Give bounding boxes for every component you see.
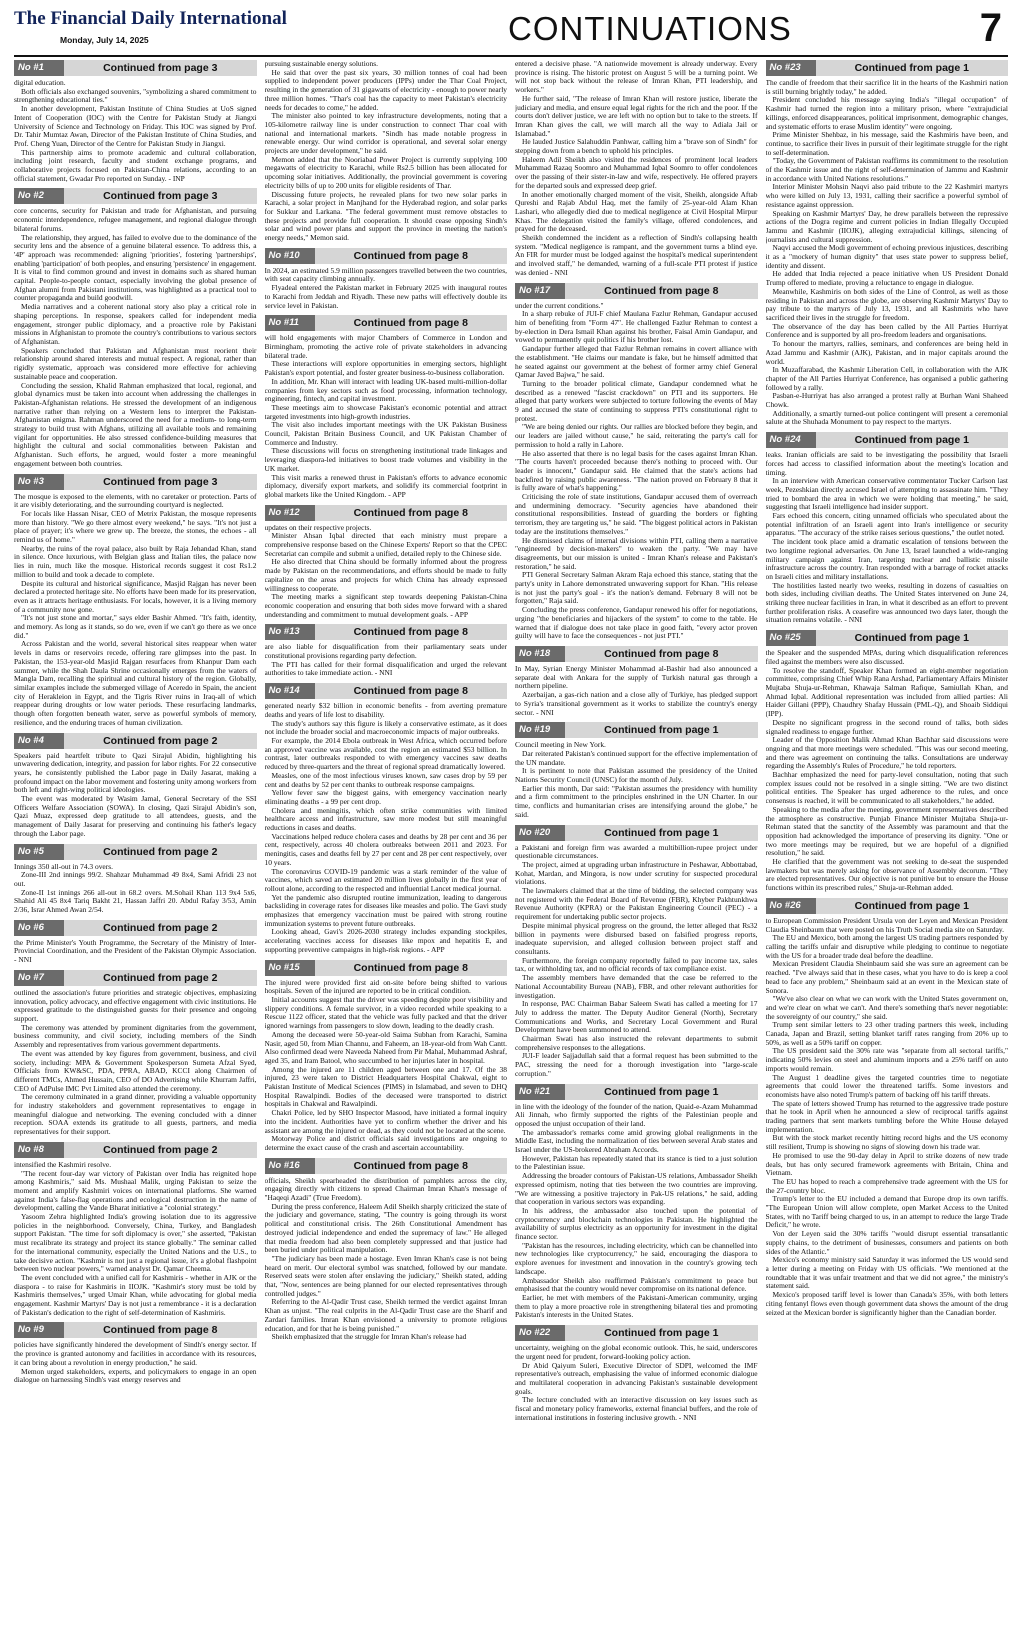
story-paragraph: Naqvi accused the Modi government of echoing previous injustices, describing it as a "mockery of human dignity" that uses state power to suppress belief, identity and dissent. [765, 243, 1008, 270]
story-paragraph: In another emotionally charged moment of the visit, Sheikh, alongside Aftab Qureshi and Rajab Abdul Haq, met the family of 25-year-old Alam Khan Lashari, who allegedly died due to medical negligence at Civil Hospital Mirpur Khas. The delegation visited the family's village, offered condolences, and prayed for the deceased. [515, 189, 758, 234]
continued-from-label: Continued from page 3 [103, 475, 218, 488]
story-paragraph: "We've also clear on what we can work with the United States government on, and we're clear on what we can't. And there's something that's never negotiable: the sovereignty of our country," she said. [765, 994, 1008, 1021]
story-paragraph: in line with the ideology of the founder of the nation, Quaid-e-Azam Muhammad Ali Jinnah, who firmly supported the rights of the Palestinian people and opposed the unjust occupation of their land. [515, 1101, 758, 1128]
story-paragraph: Memon urged stakeholders, experts, and policymakers to engage in an open dialogue on harnessing Sindh's vast energy reserves and [14, 1366, 257, 1385]
story-header [515, 1084, 758, 1100]
story-paragraph: He promised to use the 90-day delay in April to strike dozens of new trade deals, but has only secured framework agreements with Britain, China and Vietnam. [765, 1150, 1008, 1178]
story-paragraph: Looking ahead, Gavi's 2026-2030 strategy includes expanding stockpiles, accelerating vaccines access for diseases like mpox and hepatitis E, and supporting preventive campaigns in high-risk regions. - APP [264, 927, 507, 954]
story-paragraph: the Prime Minister's Youth Programme, the Secretary of the Ministry of Inter-Provincial Coordination, and the President of the Pakistan Olympic Association. - NNI [14, 937, 257, 965]
story-paragraph: generated nearly $32 billion in economic benefits - from averting premature deaths and years of life lost to disability. [264, 701, 507, 719]
story-paragraph: Concluding the session, Khalid Rahman emphasized that local, regional, and global dynamics must be taken into account when addressing the challenges in Pakistan-Afghanistan relations. He stressed the development of an indigenous narrative rather than relying on a Western lens to interpret the Pakistan-Afghanistan enigma. Rahman underscored the need for a medium- to long-term strategy to build trust with Afghans, utilizing all available tools and remaining vigilant for opportunities. He also stressed confidence-building measures that highlight the cultural and social commonalities between Pakistan and Afghanistan. Such efforts, he argued, would foster a more meaningful engagement between both countries. [14, 380, 257, 468]
story-paragraph: In May, Syrian Energy Minister Mohammad al-Bashir had also announced a separate deal with Ankara for the supply of Turkish natural gas through a northern pipeline. [515, 664, 758, 691]
story-paragraph: To honour the martyrs, rallies, seminars, and conferences are being held in Azad Jammu and Kashmir (AJK), Pakistan, and in major capitals around the world. [765, 339, 1008, 366]
story-number: No #20 [515, 825, 565, 841]
story-paragraph: Criticising the role of state institutions, Gandapur accused them of overreach and undermining democracy. "Security agencies have abandoned their constitutional responsibilities. Instead of guarding the borders or fighting terrorism, they are targeting us," he said. "The biggest political actors in Pakistan today are the institutions themselves." [515, 492, 758, 536]
story-paragraph: These interactions will explore opportunities in emerging sectors, highlight Pakistan's export potential, and foster greater business-to-business collaboration. [264, 359, 507, 378]
story-paragraph: Addressing the broader contours of Pakistan-US relations, Ambassador Sheikh expressed optimism, noting that ties between the two countries are improving. "We are witnessing a positive trajectory in Pak-US relations," he said, adding that cooperation in various sectors was expanding. [515, 1171, 758, 1207]
story-number: No #9 [14, 1322, 64, 1338]
story-paragraph: Bachhar emphasized the need for party-level consultation, noting that such complex issues could not be resolved in a single sitting. "We are two distinct political entities. The Speaker has urged adherence to the rules, and once consensus is reached, it will be communicated to all stakeholders," he added. [765, 770, 1008, 806]
continued-from-label: Continued from page 8 [353, 961, 468, 974]
story [766, 898, 1009, 1317]
story-paragraph: Sheikh emphasized that the struggle for Imran Khan's release had [271, 1332, 467, 1342]
story-number: No #17 [515, 283, 565, 299]
story-paragraph: Innings 350 all-out in 74.3 overs. [14, 861, 113, 871]
continued-from-label: Continued from page 8 [353, 249, 468, 262]
story-number: No #16 [265, 1158, 315, 1174]
story-paragraph: In an interview with American conservative commentator Tucker Carlson last week, Pezeshkian directly accused Israel of attempting to assassinate him. "They tried to bombard the area in which we were holding that meeting," he said, suggesting that Israeli intelligence had insider support. [765, 476, 1008, 512]
story-paragraph: entered a decisive phase. "A nationwide movement is already underway. Every province is rising. The historic protest on August 5 will be a turning point. We will not stop back without the release of Imran Khan, PTI leadership, and workers." [515, 60, 758, 95]
story-paragraph: The EU has hoped to reach a comprehensive trade agreement with the US for the 27-country bloc. [765, 1176, 1008, 1195]
story-paragraph: Memon added that the Nooriabad Power Project is currently supplying 100 megawatts of electricity to Karachi, while Rs2.5 billion has been allocated for upcoming solar initiatives. Additionally, the provincial government is covering electricity bills of up to 200 units for eligible residents of Thar. [264, 154, 507, 190]
story-paragraph: The observance of the day has been called by the All Parties Hurriyat Conference and is supported by all pro-freedom leaders and organisations. [765, 321, 1008, 340]
continued-from-label: Continued from page 8 [604, 648, 719, 660]
story-paragraph: He further said, "The release of Imran Khan will restore justice, liberate the judiciary and media, and ensure equal legal rights for the rich and the poor. If the courts don't deliver justice, we are left with no option but to take to the streets. If Imran Khan gives the call, we will march all the way to Adiala Jail or Islamabad." [515, 93, 758, 138]
story-paragraph: Leader of the Opposition Malik Ahmad Khan Bachhar said discussions were ongoing and that more meetings were scheduled. "This was our second meeting, and there was agreement on continuing the talks. Consultations are underway regarding the Assembly's Rules of Procedure," he told reporters. [765, 735, 1008, 771]
section-title: CONTINUATIONS [508, 10, 792, 47]
story-paragraph: Motorway Police and district officials said investigations are ongoing to determine the exact cause of the crash and ascertain accountability. [264, 1134, 507, 1152]
story-paragraph: "The recent four-day war victory of Pakistan over India has reignited hope among Kashmiris," said Ms. Mushaal Malik, urging Pakistan to seize the moment and amplify Kashmiri voices on international platforms. She warned against India's false-flag operations and ecological destruction in the name of development, calling the Vande Bharat initiative a "colonial strategy." [14, 1168, 257, 1213]
continued-from-label: Continued from page 8 [353, 506, 468, 519]
story-paragraph: Furthermore, the foreign company reportedly failed to pay income tax, sales tax, or withholding tax, and no official records of tax compliance exist. [515, 955, 758, 974]
story-paragraph: Among the injured are 11 children aged between one and 17. Of the 38 injured, 23 were taken to District Headquarters Hospital Chakwal, eight to Pakistan Institute of Medical Sciences (PIMS) in Islamabad, and seven to DHQ Hospital Rawalpindi. Bodies of the deceased were transported to district hospitals in Chakwal and Rawalpindi. [264, 1064, 507, 1109]
story [515, 1084, 758, 1321]
story [265, 960, 508, 1153]
story-paragraph: For example, the 2014 Ebola outbreak in West Africa, which occurred before an approved vaccine was available, cost the region an estimated $53 billion. In contrast, later outbreaks responded to with emergency vaccines saw deaths reduced by three-quarters and the threat of regional spread dramatically lowered. [264, 736, 507, 772]
story-paragraph: He lauded Justice Salahuddin Panhwar, calling him a "brave son of Sindh" for stepping down from a bench to uphold his principles. [515, 137, 758, 156]
story-paragraph: Discussing future projects, he revealed plans for two new solar parks in Karachi, a solar project in Manjhand for the Hyderabad region, and solar parks for Sukkur and Larkana. "The federal government must remove obstacles to these projects and provide full cooperation. It should cease opposing Sindh's solar and wind power plans and support the province in meeting the nation's energy needs," Memon said. [264, 189, 507, 243]
story-paragraph: The incident took place amid a dramatic escalation of tensions between the two longtime regional adversaries. On June 13, Israel launched a wide-ranging military campaign against Iran, targeting nuclear and ballistic missile infrastructure across the country. Iran responded with a barrage of rocket attacks on Israeli cities and military installations. [765, 537, 1008, 581]
story-paragraph: Media narratives and a coherent national story also play a critical role in shaping perceptions. In response, speakers called for independent media engagement, stronger public diplomacy, and a proactive role by Pakistani missions in Afghanistan to promote the country's contributions to various sectors of Afghanistan. [14, 302, 257, 346]
story-paragraph: Yasoom Zehra highlighted India's growing isolation due to its aggressive policies in the neighborhood. Conversely, China, Turkey, and Bangladesh support Pakistan. "The time for soft diplomacy is over," she asserted, "Pakistan must recalibrate its strategy and project its stance globally." The seminar called for the international community, especially the United Nations and the U.S., to take decisive action. "Kashmir is not just a regional issue, it's a global flashpoint between two nuclear powers," warned analyst Dr. Qamar Cheema. [14, 1212, 257, 1274]
story-header [265, 1158, 508, 1174]
story-paragraph: The injured were provided first aid on-site before being shifted to various hospitals. Seven of the injured are reported to be in critical condition. [264, 977, 507, 996]
story-paragraph: core concerns, security for Pakistan and trade for Afghanistan, and pursuing economic interdependence, refugee management, and regional dialogue through bilateral forums. [14, 206, 257, 233]
story-header [515, 646, 758, 662]
story-paragraph: Mexico's economy ministry said Saturday it was informed the US would send a letter during a meeting on Friday with US officials. "We mentioned at the roundtable that it was unfair treatment and that we did not agree," the ministry's statement said. [765, 1255, 1008, 1291]
story-paragraph: Yellow fever saw the biggest gains, with emergency vaccination nearly eliminating deaths - a 99 per cent drop. [264, 788, 507, 806]
story-header [14, 1322, 257, 1338]
story-paragraph: Meanwhile, Kashmiris on both sides of the Line of Control, as well as those residing in Pakistan and across the globe, are observing Kashmir Martyrs' Day to pay tribute to the martyrs of July 13, 1931, and all Kashmiris who have sacrificed their lives in the struggle for freedom. [765, 286, 1008, 322]
story-header [14, 188, 257, 204]
story-header [766, 60, 1009, 76]
story-paragraph: The PTI has called for their formal disqualification and urged the relevant authorities to take immediate action. - NNI [264, 659, 507, 678]
story-paragraph: These meetings aim to showcase Pakistan's economic potential and attract targeted investments into high-growth industries. [264, 402, 507, 421]
story-paragraph: Cholera and meningitis, which often strike communities with limited healthcare access and infrastructure, saw more modest but still meaningful reductions in cases and deaths. [264, 805, 507, 833]
story-paragraph: In another development, Pakistan Institute of China Studies at UoS signed Intent of Cooperation (IOC) with the Centre for Pakistan Study at Jiangxi University of Science and Technology on Friday. This IOC was signed by Prof. Dr. Tahir Mumtaz Awan, Director of the Pakistan Institute of China Studies, and Prof. Cheng Yuan, Director of the Centre for Pakistan Study in Jiangxi. [14, 104, 257, 148]
story-paragraph: Concluding the press conference, Gandapur renewed his offer for negotiations, urging "the beneficiaries and hijackers of the system" to come to the table. He warned that if dialogue does not take place in good faith, "every actor proven guilty will have to face the consequences - not just PTI." [515, 605, 758, 641]
story-number: No #10 [265, 248, 315, 264]
story-paragraph: The ceremony culminated in a grand dinner, providing a valuable opportunity for industry stakeholders and government representatives to engage in meaningful dialogue and networking. The evening concluded with a dinner reception. SOAA extends its gratitude to all guests, partners, and media representatives for their support. [14, 1092, 257, 1137]
story-paragraph: The relationship, they argued, has failed to evolve due to the dominance of the security lens and the absence of a genuine bilateral essence. To address this, a '4P' approach was recommended: aligning 'priorities', fostering 'partnerships', enabling 'participation' of both peoples, and ensuring 'persistence' in engagement. It is vital to find common ground and invest in domains such as shared human capital. People-to-people contact, especially involving the global presence of Afghan alumni from Pakistani institutions, was highlighted as a practical tool to counter propaganda and build goodwill. [14, 232, 257, 303]
story-paragraph: In response, PAC Chairman Babar Saleem Swati has called a meeting for 17 July to address the matter. The Deputy Auditor General (North), Secretary Communications and Works, and Secretary Local Government and Rural Development have been summoned to attend. [515, 999, 758, 1035]
story-header [515, 1325, 758, 1341]
story [515, 283, 758, 641]
continued-from-label: Continued from page 1 [604, 724, 719, 737]
continued-from-label: Continued from page 8 [103, 1324, 218, 1337]
story-paragraph: Additionally, a smartly turned-out police contingent will present a ceremonial salute at the Shuhada Monument to pay respect to the martyrs. [765, 408, 1008, 427]
story-paragraph: Fars echoed this concern, citing unnamed officials who speculated about the potential infiltration of an Israeli agent into Iran's intelligence or security apparatus. "The accuracy of the strike raises serious questions," the outlet noted. [765, 511, 1008, 538]
story-number: No #13 [265, 624, 315, 640]
story [766, 60, 1009, 427]
issue-date: Monday, July 14, 2025 [60, 35, 149, 45]
continued-from-label: Continued from page 3 [103, 190, 218, 203]
story-number: No #12 [265, 505, 315, 521]
story-number: No #7 [14, 970, 64, 986]
story-paragraph: Among the deceased were 50-year-old Saima Subhan from Karachi, Samina Nasir, aged 50, from Mian Channu, and Faheem, an 18-year-old from Wah Cantt. Also confirmed dead were Naveeda Naheed from Pir Mahal, Muhammad Ashraf, aged 35, and Iram Batool, who succumbed to her injuries later in hospital. [264, 1029, 507, 1065]
story-number: No #11 [265, 315, 315, 331]
page-number: 7 [979, 6, 1002, 50]
story-paragraph: Speakers concluded that Pakistan and Afghanistan must reorient their relationship around shared interests and mutual respect. A regional, rather than rigidly systematic, approach was considered more effective for achieving sustainable peace and cooperation. [14, 345, 257, 381]
story-number: No #8 [14, 1142, 64, 1158]
story-number: No #6 [14, 920, 64, 936]
story [14, 1142, 257, 1318]
story-paragraph: Minister Ahsan Iqbal directed that each ministry must prepare a comprehensive response based on the Chinese Experts' Report so that the CPEC Secretariat can compile and submit a unified, detailed reply to the Chinese side. [264, 531, 507, 558]
story-header [766, 898, 1009, 914]
story-paragraph: The meeting marks a significant step towards deepening Pakistan-China economic cooperation and ensuring that both sides move forward with a shared understanding and commitment to mutual development goals. - APP [264, 592, 507, 619]
story-header [766, 432, 1009, 448]
story-paragraph: will hold engagements with major Chambers of Commerce in London and Birmingham, promoting the active role of private stakeholders in advancing bilateral trade. [264, 333, 507, 360]
story-paragraph: He said that over the past six years, 30 million tonnes of coal had been supplied to independent power producers (IPPs) under the Thar Coal Project, resulting in the generation of 31 gigawatts of electricity - enough to power nearly three million homes. "Thar's coal has the capacity to meet Pakistan's electricity needs for decades to come," he added. [264, 67, 507, 112]
story [265, 505, 508, 620]
story-paragraph: digital education. [14, 78, 66, 87]
story [265, 1158, 508, 1342]
story-paragraph: The event was moderated by Wasim Jamal, General Secretary of the SSI Officers Welfare Association (SOWA). In closing, Qazi Sirajul Abidin's son, Qazi Muaz, expressed deep gratitude to all attendees, guests, and the management of Daily Jasarat for preserving and continuing his father's legacy through the Labor page. [14, 794, 257, 838]
story-paragraph: The hostilities lasted nearly two weeks, resulting in dozens of casualties on both sides, including civilian deaths. The United States intervened on June 24, striking three nuclear facilities in Iran, in what it described as an effort to prevent further proliferation risks. A ceasefire was announced two days later, though the situation remains volatile. - NNI [765, 580, 1008, 625]
column-3 [515, 60, 758, 1645]
story-paragraph: under the current conditions." [515, 300, 604, 310]
story [265, 248, 508, 311]
story-paragraph: Turning to the broader political climate, Gandapur condemned what he described as a renewed "fascist crackdown" on PTI and its supporters. He alleged that party workers were subjected to torture following the events of May 9 and accused the state of continuing to suppress PTI's constitutional right to protest. [515, 378, 758, 423]
story-paragraph: Yet the pandemic also disrupted routine immunization, leading to dangerous backsliding in coverage rates for diseases like measles and polio. The Gavi study emphasizes that emergency vaccination must be paired with strong routine immunization systems to prevent future outbreaks. [264, 892, 507, 928]
story-paragraph: The candle of freedom that their sacrifice lit in the hearts of the Kashmiri nation is still burning brightly today," he added. [765, 78, 1008, 96]
story-paragraph: Despite its cultural and historical significance, Masjid Rajgan has never been declared a protected heritage site. No efforts have been made for its preservation, even as it attracts heritage enthusiasts. For locals, however, it is a living memory of a community now gone. [14, 578, 257, 614]
story-paragraph: The spate of letters showed Trump has returned to the aggressive trade posture that he took in April when he announced a slew of reciprocal tariffs against trading partners that sent markets tumbling before the White House delayed implementation. [765, 1098, 1008, 1134]
story-paragraph: Despite minimal physical progress on the ground, the letter alleged that Rs32 billion in payments were disbursed based on falsified progress reports, inadequate supervision, and alleged collusion between project staff and consultants. [515, 920, 758, 956]
story-paragraph: The project, aimed at upgrading urban infrastructure in Peshawar, Abbottabad, Kohat, Mardan, and Mingora, is now under scrutiny for suspected procedural violations. [515, 859, 758, 887]
story-paragraph: The minister also pointed to key infrastructure developments, noting that a 105-kilometre railway line is under construction to connect Thar coal with national and international markets. "Sindh has made notable progress in renewable energy. Our wind corridor is operational, and several solar energy projects are under development," he said. [264, 111, 507, 156]
newspaper-name: The Financial Daily International [14, 8, 287, 29]
story-paragraph: Zone-II 1st innings 266 all-out in 68.2 overs. M.Sohail Khan 113 9x4 5x6, Shahid Ali 45 8x4 Tariq Bakht 21, Hassan Jaffri 20. Abdul Rafay 3/53, Amin 2/36, Israr Ahmed Awan 2/54. [14, 887, 257, 915]
story-paragraph: Across Pakistan and the world, several historical sites reappear when water levels in dams or reservoirs recede, offering rare glimpses into the past. In Pakistan, the 153-year-old Masjid Rajgan resurfaces from Khanpur Dam each summer, while the Shah Daula Shrine occasionally emerges from the waters of Mangla Dam, recalling the spiritual and cultural history of the region. Globally, similar examples include the submerged village of Aceredo in Spain, the ancient city of Herakleion in Egypt, and the Tigris River ruins in Iraq-all of which reappear during droughts or low water periods. These resurfacing landmarks, though often forgotten beneath water, serve as powerful symbols of memory, resilience, and the enduring traces of human civilization. [14, 639, 257, 727]
story-paragraph: The visit also includes important meetings with the UK Pakistan Business Council, Pakistan Britain Business Council, and UK Pakistan Chamber of Commerce and Industry. [264, 420, 507, 447]
story-number: No #25 [766, 630, 816, 646]
continued-from-label: Continued from page 1 [854, 632, 969, 645]
continued-from-label: Continued from page 2 [103, 1143, 218, 1156]
columns-container [14, 60, 1008, 1645]
story-paragraph: The US president said the 30% rate was "separate from all sectoral tariffs," indicating 50% levies on steel and aluminum imports and a 25% tariff on auto imports would remain. [765, 1046, 1008, 1073]
story-paragraph: Azerbaijan, a gas-rich nation and a close ally of Turkiye, has pledged support to Syria's transitional government as it works to stabilize the country's energy sector. - NNI [515, 690, 758, 717]
story-paragraph: Vaccinations helped reduce cholera cases and deaths by 28 per cent and 36 per cent, respectively, across 40 cholera outbreaks between 2011 and 2023. For meningitis, cases and deaths fell by 27 per cent and 28 per cent respectively, over 10 years. [264, 831, 507, 867]
story-paragraph: Dr Abid Qaiyum Suleri, Executive Director of SDPI, welcomed the IMF representative's outreach, emphasising the value of informed economic dialogue and multilateral cooperation in advancing Pakistan's sustainable development goals. [515, 1360, 758, 1396]
continued-from-label: Continued from page 3 [103, 62, 218, 74]
story-paragraph: Speaking to the media after the meeting, government representatives described the atmosphere as constructive. Punjab Finance Minister Mujtaba Shuja-ur-Rehman stated that the sanctity of the Assembly was paramount and that the opposition had acknowledged the importance of preserving its dignity. "One or two more meetings may be required, but we are hopeful of a dignified resolution," he said. [765, 804, 1008, 858]
story-header [14, 970, 257, 986]
story-header [265, 960, 508, 976]
continued-from-label: Continued from page 1 [854, 434, 969, 447]
story-paragraph: "We are being denied our rights. Our rallies are blocked before they begin, and our leaders are jailed without cause," he said, reiterating the party's call for permission to hold a rally in Lahore. [515, 422, 758, 449]
story-header [14, 1142, 257, 1158]
story-paragraph: Chairman Swati has also instructed the relevant departments to submit comprehensive responses to the allegations. [515, 1034, 758, 1052]
story-paragraph: Speaking on Kashmir Martyrs' Day, he drew parallels between the repressive actions of the Dogra regime and current policies in Indian Illegally Occupied Jammu and Kashmir (IIOJK), alleging extrajudicial killings, silencing of journalists and cultural suppression. [765, 208, 1008, 244]
story-paragraph: Trump's letter to the EU included a demand that Europe drop its own tariffs. "The European Union will allow complete, open Market Access to the United States, with no Tariff being charged to us, in an attempt to reduce the large Trade Deficit," he wrote. [765, 1194, 1008, 1230]
story-paragraph: The mosque is exposed to the elements, with no caretaker or protection. Parts of it are visibly deteriorating, and the surrounding courtyard is neglected. [14, 491, 257, 510]
story-paragraph: The ceremony was attended by prominent dignitaries from the government, business community, and civil society, including members of the Sindh Assembly and representatives from various government departments. [14, 1022, 257, 1050]
story-paragraph: officials, Sheikh spearheaded the distribution of pamphlets across the city, engaging directly with citizens to spread Chairman Imran Khan's message of "Haqeqi Azadi" (True Freedom). [264, 1175, 507, 1203]
story-paragraph: The ambassador's remarks come amid growing global realignments in the Middle East, including the normalization of ties between several Arab states and Israel under the US-brokered Abraham Accords. [515, 1127, 758, 1155]
story-paragraph: In 2024, an estimated 5.9 million passengers travelled between the two countries, with seat capacity climbing annually. [264, 265, 507, 284]
story-paragraph: to European Commission President Ursula von der Leyen and Mexican President Claudia Sheinbaum that were posted on his Truth Social media site on Saturday. [765, 915, 1008, 934]
story-paragraph: "Today, the Government of Pakistan reaffirms its commitment to the resolution of the Kashmir issue and the right of self-determination of Jammu and Kashmir in accordance with United Nations resolutions." [765, 156, 1008, 183]
continued-from-label: Continued from page 1 [604, 826, 719, 839]
story-paragraph: But with the stock market recently hitting record highs and the US economy still resilient, Trump is showing no signs of slowing down his trade war. [765, 1133, 1008, 1152]
story-paragraph: Measles, one of the most infectious viruses known, saw cases drop by 59 per cent and deaths by 52 per cent thanks to outbreak response campaigns. [264, 770, 507, 789]
story-paragraph: Speakers paid heartfelt tribute to Qazi Sirajul Abidin, highlighting his unwavering dedication, integrity, and passion for labor rights. For 22 consecutive years, he consistently published the Labor page in Daily Jasarat, making a profound impact on the labor movement and fostering unity among workers from both left and right-wing political ideologies. [14, 750, 257, 795]
story-paragraph: Sheikh condemned the incident as a reflection of Sindh's collapsing health system. "Medical negligence is rampant, and the government turns a blind eye. An FIR for murder must be lodged against the hospital's medical superintendent and involved staff," he demanded, warning of a full-scale PTI protest if justice was denied - NNI [515, 233, 758, 277]
story-paragraph: Flyadeal entered the Pakistan market in February 2025 with inaugural routes to Karachi from Jeddah and Riyadh. These new paths will effectively double its service level in Pakistan. [264, 283, 507, 310]
story-paragraph: Council meeting in New York. [515, 740, 606, 750]
story [265, 60, 508, 243]
story-paragraph: President concluded his message saying India's "illegal occupation" of Kashmir had turned the region into a military prison, where "extrajudicial killings, enforced disappearances, political imprisonment, demographic changes, and systematic efforts to erase Muslim identity" were ongoing. [765, 95, 1008, 131]
story-paragraph: These discussions will focus on strengthening institutional trade linkages and leveraging diaspora-led initiatives to boost trade volumes and visibility in the UK market. [264, 446, 507, 473]
story-paragraph: outlined the association's future priorities and strategic objectives, emphasizing innovation, policy advocacy, and effective engagement with civic institutions. He expressed gratitude to the distinguished guests for their presence and ongoing support. [14, 987, 257, 1023]
story-header [14, 733, 257, 749]
continued-from-label: Continued from page 1 [604, 1327, 719, 1340]
story-paragraph: Dar reiterated Pakistan's continued support for the effective implementation of the UN mandate. [515, 748, 758, 767]
story-paragraph: This visit marks a renewed thrust in Pakistan's efforts to advance economic diplomacy, diversify export markets, and solidify its commercial footprint in global markets like the United Kingdom. - APP [264, 472, 507, 499]
story-header [14, 474, 257, 490]
story-number: No #19 [515, 722, 565, 738]
story [515, 722, 758, 819]
story-paragraph: Initial accounts suggest that the driver was speeding despite poor visibility and slippery conditions. A female survivor, in a video recorded while speaking to a Rescue 1122 officer, stated that the vehicle was fully packed and that the driver ignored warnings from passengers to slow down, leading to the deadly crash. [264, 994, 507, 1031]
column-1 [14, 60, 257, 1645]
story-paragraph: leaks. Iranian officials are said to be investigating the possibility that Israeli forces had access to classified information about the meeting's location and timing. [765, 450, 1008, 477]
story-paragraph: Prime Minister Shehbaz, in his message, said the Kashmiris have been, and continue, to sacrifice their lives in pursuit of their legitimate struggle for the right to self-determination. [765, 130, 1008, 157]
column-4 [766, 60, 1009, 1645]
story [14, 920, 257, 965]
story [515, 60, 758, 278]
story-paragraph: Both officials also exchanged souvenirs, "symbolizing a shared commitment to strengthening educational ties." [14, 86, 257, 105]
story-header [265, 624, 508, 640]
story [265, 683, 508, 954]
story [766, 630, 1009, 893]
story-number: No #1 [14, 60, 64, 76]
continued-from-label: Continued from page 8 [353, 317, 468, 330]
story-paragraph: "Pakistan has the resources, including electricity, which can be channelled into new technologies like cryptocurrency," he said, encouraging the diaspora to explore avenues for investment and innovation in the country's growing tech landscape. [515, 1240, 758, 1276]
story [14, 844, 257, 915]
story-paragraph: The August 1 deadline gives the targeted countries time to negotiate agreements that could lower the threatened tariffs. Some investors and economists have also noted Trump's pattern of backing off his tariff threats. [765, 1072, 1008, 1099]
story-paragraph: The study's authors say this figure is likely a conservative estimate, as it does not include the broader social and macroeconomic impacts of major outbreaks. [264, 718, 507, 737]
story [265, 315, 508, 499]
story-paragraph: "The judiciary has been made a hostage. Even Imran Khan's case is not being heard on merit. Our electoral symbol was snatched, followed by our mandate. Reserved seats were stolen after enslaving the judiciary," Sheikh stated, adding that, "Now, sentences are being planned for our elected representatives through controlled judges." [264, 1253, 507, 1298]
continued-from-label: Continued from page 2 [103, 921, 218, 934]
story-header [265, 505, 508, 521]
story-paragraph: During the press conference, Haleem Adil Sheikh sharply criticized the state of the judiciary and governance, stating, "The country is going through its worst political and constitutional crisis. The 26th Constitutional Amendment has destroyed judicial independence and ended the supremacy of law." He alleged that media freedom had also been completely suppressed and that justice had been buried under political manipulation. [264, 1201, 507, 1255]
continued-from-label: Continued from page 2 [103, 971, 218, 984]
story-paragraph: PTI General Secretary Salman Akram Raja echoed this stance, stating that the party's unity in Lahore demonstrated unwavering support for Khan. "His release is not just the party's goal - it's the nation's demand. February 8 will not be forgotten," Raja said. [515, 570, 758, 606]
story-paragraph: Mexican President Claudia Sheinbaum said she was sure an agreement can be reached. "I've always said that in these cases, what you have to do is keep a cool head to face any problem," Sheinbaum said at an event in the Mexican state of Sonora. [765, 959, 1008, 995]
story-paragraph: In addition, Mr. Khan will interact with leading UK-based multi-million-dollar companies from key sectors such as food processing, information technology, engineering, fintech, and capital investment. [264, 376, 507, 404]
story [14, 970, 257, 1137]
story-header [265, 683, 508, 699]
story-paragraph: Von der Leyen said the 30% tariffs "would disrupt essential transatlantic supply chains, to the detriment of businesses, consumers and patients on both sides of the Atlantic." [765, 1229, 1008, 1256]
story-paragraph: Gandapur further alleged that Fazlur Rehman remains in covert alliance with the establishment. "He claims our mandate is fake, but he himself admitted that he seated against our government at the behest of former army chief General Qamar Javed Bajwa," he said. [515, 344, 758, 380]
story-paragraph: Mexico's proposed tariff level is lower than Canada's 35%, with both letters citing fentanyl flows even though government data shows the amount of the drug seized at the Mexican border is significantly higher than the Canadian border. [765, 1290, 1008, 1317]
story-paragraph: He also directed that China should be formally informed about the progress made by Pakistan on the recommendations, and efforts should be made to fully capitalize on the areas and projects for which China has already expressed willingness to cooperate. [264, 557, 507, 593]
story-paragraph: the Speaker and the suspended MPAs, during which disqualification references filed against the members were also discussed. [765, 648, 1008, 666]
continued-from-label: Continued from page 8 [353, 1159, 468, 1172]
continued-from-label: Continued from page 2 [103, 845, 218, 858]
story [515, 825, 758, 1079]
story-number: No #23 [766, 60, 816, 76]
continued-from-label: Continued from page 1 [604, 1085, 719, 1098]
story [14, 188, 257, 468]
story-paragraph: However, Pakistan has repeatedly stated that its stance is tied to a just solution to the Palestinian issue. [515, 1153, 758, 1172]
story-header [515, 825, 758, 841]
story-number: No #14 [265, 683, 315, 699]
story-paragraph: In his address, the ambassador also touched upon the potential of cryptocurrency and blockchain technologies in Pakistan. He highlighted the availability of surplus electricity as an opportunity for investment in the digital finance sector. [515, 1205, 758, 1242]
story [766, 432, 1009, 625]
story-paragraph: The lawmakers claimed that at the time of bidding, the selected company was not registered with the Federal Board of Revenue (FBR), Khyber Pakhtunkhwa Revenue Authority (KPRA) or the Pakistan Engineering Council (PEC) - a requirement for undertaking public sector projects. [515, 886, 758, 922]
story-paragraph: For locals like Hassan Nisar, CEO of Metrix Pakistan, the mosque represents more than history. "We go there almost every weekend," he says. "It's not just a place of prayer; it's where we grew up. The breeze, the stones, the echoes - all remind us of home." [14, 508, 257, 545]
story [515, 646, 758, 717]
story [515, 1325, 758, 1422]
story-paragraph: The EU and Mexico, both among the largest US trading partners responded by calling the tariffs unfair and disruptive while pledging to continue to negotiate with the US for a broader trade deal before the deadline. [765, 933, 1008, 960]
column-2 [265, 60, 508, 1645]
story-paragraph: intensified the Kashmiri resolve. [14, 1159, 112, 1169]
story-header [515, 722, 758, 738]
story-number: No #4 [14, 733, 64, 749]
story-paragraph: "It's not just stone and mortar," says elder Bashir Ahmed. "It's faith, identity, and memory. As long as it stands, so do we, even if we can't go there as we once did." [14, 613, 257, 640]
story-header [515, 283, 758, 299]
story-header [265, 315, 508, 331]
story-paragraph: Referring to the Al-Qadir Trust case, Sheikh termed the verdict against Imran Khan as unjust. "The real culprits in the Al-Qadir Trust case are the Sharif and Zardari families. Imran Khan envisioned a university to promote religious education, and for that he is being punished." [264, 1297, 507, 1333]
story [14, 474, 257, 728]
story [14, 733, 257, 839]
continued-from-label: Continued from page 2 [103, 734, 218, 747]
story-paragraph: The event was attended by key figures from government, business, and civil society, including: MPA & Government Spokesperson Sumeta Afzal Syed, Officials from KW&SC, PDA, PPRA, ABAD, KCCI along Chairmen of different TMCs, Ahmed Hussain, CEO of DO Advertising while Khurram Jaffri, CEO of AdPulse IMC Pvt Limited also attended the ceremony. [14, 1048, 257, 1093]
masthead [14, 8, 1008, 52]
story-paragraph: policies have significantly hindered the development of Sindh's energy sector. If the province is granted autonomy and facilities in accordance with its resources, it can bring about a revolution in energy production," he said. [14, 1340, 257, 1367]
story [265, 624, 508, 678]
story-paragraph: JUI-F leader Sajjadullah said that a formal request has been submitted to the PAC, stressing the need for a thorough investigation into "large-scale corruption." [515, 1051, 758, 1078]
story-paragraph: He dismissed claims of internal divisions within PTI, calling them a narrative "engineered by decision-makers" to weaken the party. "We may have disagreements, but our mission is united - Imran Khan's release and Pakistan's restoration," he said. [515, 535, 758, 571]
story-paragraph: pursuing sustainable energy solutions. [264, 60, 378, 68]
story-number: No #21 [515, 1084, 565, 1100]
story-paragraph: The coronavirus COVID-19 pandemic was a stark reminder of the value of vaccines, which saved an estimated 20 million lives globally in the first year of rollout alone, according to the respected and influential Lancet medical journal. [264, 866, 507, 893]
story-number: No #22 [515, 1325, 565, 1341]
story-paragraph: In a sharp rebuke of JUI-F chief Maulana Fazlur Rehman, Gandapur accused him of benefiting from "Form 47". He challenged Fazlur Rehman to contest a by-election in Dera Ismail Khan against his brother, Faisal Amin Gandapur, and vowed to permanently quit politics if his brother lost. [515, 309, 758, 345]
story-number: No #26 [766, 898, 816, 914]
story [14, 1322, 257, 1385]
story-paragraph: This partnership aims to promote academic and cultural collaboration, including joint research, faculty and student exchange programs, and collaborative projects focused on Pakistan-China relations, according to an official statement, Gwadar Pro reported on Sunday. - INP [14, 147, 257, 183]
story-header [14, 920, 257, 936]
story [14, 60, 257, 183]
story-paragraph: Ambassador Sheikh also reaffirmed Pakistan's commitment to peace but emphasised that the country would never compromise on its national defence. [515, 1275, 758, 1294]
continued-from-label: Continued from page 8 [604, 284, 719, 297]
story-paragraph: are also liable for disqualification from their parliamentary seats under constitutional provisions regarding party defection. [264, 642, 507, 661]
story-paragraph: Despite no significant progress in the second round of talks, both sides signaled readiness to engage further. [765, 717, 1008, 736]
story-paragraph: Zone-III 2nd innings 99/2. Shahzar Muhammad 49 8x4, Sami Afridi 23 not out. [14, 870, 257, 888]
continued-from-label: Continued from page 1 [854, 62, 969, 74]
story-paragraph: Earlier, he met with members of the Pakistani-American community, urging them to play a more proactive role in strengthening bilateral ties and promoting Pakistan's interests in the United States. [515, 1293, 758, 1320]
continued-from-label: Continued from page 8 [353, 685, 468, 698]
story-paragraph: Chakri Police, led by SHO Inspector Masood, have initiated a formal inquiry into the incident. Authorities have yet to confirm whether the driver and his assistant are among the injured or dead, as they could not be located at the scene. [264, 1108, 507, 1135]
story-paragraph: Pasban-e-Hurriyat has also arranged a protest rally at Burhan Wani Shaheed Chowk. [765, 391, 1008, 410]
story-paragraph: To resolve the standoff, Speaker Khan formed an eight-member negotiation committee, comprising Chief Whip Rana Arshad, Parliamentary Affairs Minister Mujtaba Shuja-ur-Rehman, Khawaja Salman Rafique, Samiullah Khan, and Ahmad Iqbal. Additional representation was included from allied parties: Ali Haider Gillani (PPP), Chaudhry Shafay Hussain (PML-Q), and Shoaib Siddiqui (IPP). [765, 665, 1008, 719]
story-number: No #24 [766, 432, 816, 448]
story-number: No #15 [265, 960, 315, 976]
story-paragraph: The assembly members have demanded that the case be referred to the National Accountability Bureau (NAB), FBR, and other relevant authorities for investigation. [515, 973, 758, 1000]
story-number: No #3 [14, 474, 64, 490]
story-paragraph: The lecture concluded with an interactive discussion on key issues such as fiscal and monetary policy frameworks, external financial buffers, and the role of international institutions in fostering inclusive growth. - NNI [515, 1395, 758, 1422]
story-paragraph: a Pakistani and foreign firm was awarded a multibillion-rupee project under questionable circumstances. [515, 842, 758, 861]
story-paragraph: He also asserted that there is no legal basis for the cases against Imran Khan. "The courts haven't proceeded because there's nothing to proceed with. Our leader is innocent," Gandapur said. He claimed that the state's actions had backfired by raising public awareness. "The nation proved on February 8 that it is fully aware of what's happening." [515, 448, 758, 493]
story-number: No #5 [14, 844, 64, 860]
story-paragraph: He clarified that the government was not seeking to de-seat the suspended lawmakers but was merely asking for observance of Assembly decorum. "They are elected representatives. Our objective is not punitive but to ensure the House functions within its prescribed rules," Shuja-ur-Rehman added. [765, 857, 1008, 893]
story-paragraph: updates on their respective projects. [264, 522, 372, 532]
story-paragraph: Interior Minister Mohsin Naqvi also paid tribute to the 22 Kashmiri martyrs who were killed on July 13, 1931, calling their sacrifice a powerful symbol of resistance against oppression. [765, 182, 1008, 209]
story-paragraph: The event concluded with a unified call for Kashmiris - whether in AJK or the diaspora - to raise for Kashmiris in IIOJK. "Kashmir's story must be told by Kashmiris themselves," urged Umair Khan, while advocating for global media engagement. Kashmir Martyrs' Day is not just a remembrance - it is a declaration of Pakistan's dedication to the right of self-determination of Kashmiris. [14, 1272, 257, 1317]
story-number: No #18 [515, 646, 565, 662]
story-number: No #2 [14, 188, 64, 204]
header-rule [14, 55, 1008, 57]
story-header [14, 60, 257, 76]
story-paragraph: Nearby, the ruins of the royal palace, also built by Raja Jehandad Khan, stand in silence. Once luxurious, with Belgian glass and Italian tiles, the palace now lies in ruin, much like the mosque. Historical records suggest it cost Rs1.2 million to build and took a decade to complete. [14, 543, 257, 579]
continued-from-label: Continued from page 1 [854, 899, 969, 912]
story-paragraph: He added that India rejected a peace initiative when US President Donald Trump offered to mediate, proving a reluctance to engage in dialogue. [765, 269, 1008, 288]
story-paragraph: In Muzaffarabad, the Kashmir Liberation Cell, in collaboration with the AJK chapter of the All Parties Hurriyat Conference, has organised a public gathering followed by a rally. [765, 365, 1008, 392]
continued-from-label: Continued from page 8 [353, 626, 468, 639]
story-paragraph: Trump sent similar letters to 23 other trading partners this week, including Canada, Japan and Brazil, setting blanket tariff rates ranging from 20% up to 50%, as well as a 50% tariff on copper. [765, 1020, 1008, 1047]
story-paragraph: Haleem Adil Sheikh also visited the residences of prominent local leaders Muhammad Razaq Soomro and Muhammad Iqbal Soomro to offer condolences over the passing of their sister-in-law and wife, respectively. He offered prayers for the departed souls and expressed deep grief. [515, 154, 758, 190]
story-header [14, 844, 257, 860]
story-paragraph: Earlier this month, Dar said: "Pakistan assumes the presidency with humility and a firm commitment to the principles enshrined in the UN Charter. In our time, conflicts and humanitarian crises are intensifying around the globe," he said. [515, 783, 758, 819]
story-header [265, 248, 508, 264]
story-paragraph: It is pertinent to note that Pakistan assumed the presidency of the United Nations Security Council (UNSC) for the month of July. [515, 766, 758, 785]
story-paragraph: uncertainty, weighing on the global economic outlook. This, he said, underscores the urgent need for prudent, forward-looking policy action. [515, 1343, 758, 1361]
story-header [766, 630, 1009, 646]
